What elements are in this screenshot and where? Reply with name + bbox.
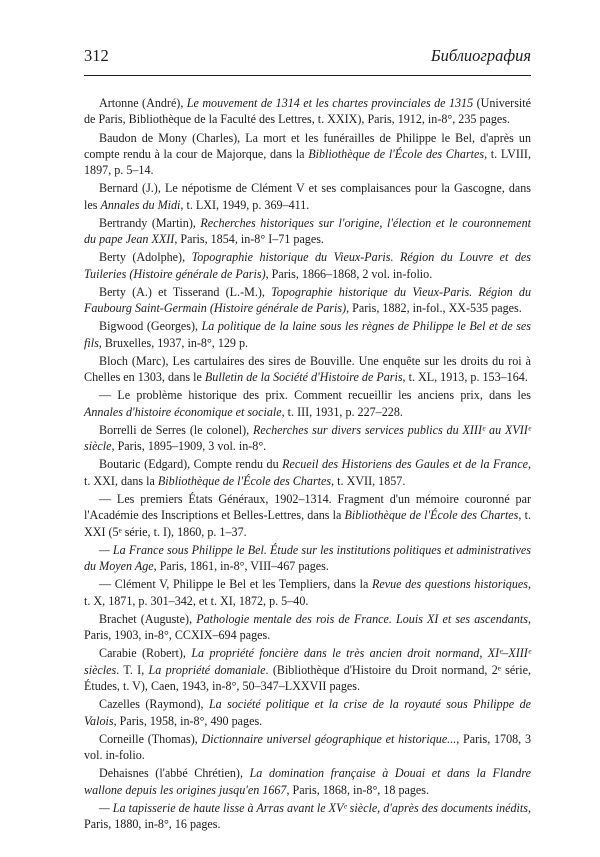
entry-text: , t. XXI (5ᵉ série, t. I), 1860, p. 1–37. [84,508,531,539]
entry-title: La domination française à Douai et dans la Flandre wallone depuis les origines jusqu'en 1667 [84,766,531,797]
entry-text: , t. XVII, 1857. [331,473,406,488]
entry-text: , t. X, 1871, p. 301–342, et t. XI, 1872, p. 5–40. [84,577,531,608]
entry-title: Annales d'histoire économique et sociale [84,404,282,419]
entry-text: , t. LVIII, 1897, p. 5–14. [84,146,531,178]
entry-text: Bernard (J.), Le népotisme de Clément V et ses complaisances pour la Gascogne, dans les [84,181,531,212]
entry-title: Recherches sur divers services publics du XIIIᵉ au XVIIᵉ siècle [84,422,531,454]
entry-text: Berty (Adolphe), [99,250,192,265]
entry-title: Bibliothèque de l'École des Chartes [308,146,485,161]
entry-text: Artonne (André), [99,96,187,110]
entry-text: , Paris, 1880, in-8°, 16 pages. [84,800,531,832]
entry-title: Revue des questions historiques [371,577,528,592]
entry-title: — La France sous Philippe le Bel. Étude sur les institutions politiques et administratives du Moyen Age [84,542,531,574]
entry-title: Bibliothèque de l'École des Chartes [157,473,332,488]
entry-title: Topographie historique du Vieux-Paris. Région du Louvre et des Tuileries (Histoire générale de Paris) [84,250,531,281]
entry-title: Topographie historique du Vieux-Paris. Région du Faubourg Saint-Germain (Histoire générale de Paris) [84,284,531,316]
entry-text: , Paris, 1866–1868, 2 vol. in-folio. [265,266,433,281]
bibliography-entry [84,491,531,540]
bibliography-entry [84,542,531,575]
bibliography-entry [84,765,531,798]
entry-text: Brachet (Auguste), [99,611,197,626]
bibliography-entry [84,731,531,764]
entry-title: Recueil des Historiens des Gaules et de la France [282,457,528,472]
bibliography-entry [84,249,531,282]
running-title: Библиография [430,46,531,65]
entry-title: La propriété foncière dans le très ancien droit normand, XIᵉ–XIIIᵉ siècles [84,646,531,677]
bibliography-entry [84,645,531,694]
entry-title: La propriété domaniale [148,662,266,677]
bibliography-entry [84,800,531,833]
bibliography-entry [84,353,531,386]
entry-text: — Le problème historique des prix. Comment recueillir les anciens prix, dans les [99,388,531,403]
entry-text: Boutaric (Edgard), Compte rendu du [99,457,283,472]
bibliography-entry [84,215,531,248]
bibliography-entry [84,576,531,609]
entry-title: Annales du Midi [100,197,181,212]
entry-text: . T. I, [116,662,149,677]
entry-text: Cazelles (Raymond), [99,697,209,712]
entry-title: Le mouvement de 1314 et les chartes provinciales de 1315 [186,96,474,110]
entry-text: Bigwood (Georges), [99,319,202,334]
entry-text: , Paris, 1958, in-8°, 490 pages. [113,713,263,728]
entry-title: — La tapisserie de haute lisse à Arras avant le XVᵉ siècle, d'après des documents inédits [99,800,528,815]
bibliography-entry [84,180,531,213]
bibliography-list [84,95,531,834]
entry-text: — Les premiers États Généraux, 1902–1314. Fragment d'un mémoire couronné par l'Académie des Inscriptions et Belles-Lettres, dans la [84,491,531,523]
entry-text: , t. XL, 1913, p. 153–164. [402,370,528,385]
entry-text: Dehaisnes (l'abbé Chrétien), [99,766,250,781]
entry-title: La politique de la laine sous les règnes de Philippe le Bel et de ses fils [84,319,531,350]
entry-text: , Paris, 1882, in-fol., XX-535 pages. [346,301,522,316]
page-header [84,46,531,70]
entry-text: , t. III, 1931, p. 227–228. [281,404,403,419]
bibliography-entry [84,422,531,455]
entry-title: Dictionnaire universel géographique et historique... [201,731,457,746]
entry-text: Bloch (Marc), Les cartulaires des sires de Bouville. Une enquête sur les droits du roi à Chelles en 1303, dans le [84,353,531,385]
bibliography-entry [84,130,531,179]
entry-title: Pathologie mentale des rois de France. Louis XI et ses ascendants [196,611,528,626]
page-number: 312 [84,46,109,65]
entry-title: Recherches historiques sur l'origine, l'élection et le couronnement du pape Jean XXII [84,215,531,247]
entry-text: , Paris, 1854, in-8° I–71 pages. [174,232,324,247]
entry-text: , Bruxelles, 1937, in-8°, 129 p. [98,335,249,350]
entry-text: (Université de Paris, Bibliothèque de la Faculté des Lettres, t. XXIX), Paris, 1912, in-8°, 235 pages. [84,96,531,127]
bibliography-entry [84,696,531,729]
bibliography-entry [84,318,531,351]
bibliography-entry [84,95,531,128]
entry-text: Borrelli de Serres (le colonel), [99,422,254,437]
entry-text: Berty (A.) et Tisserand (L.-M.), [99,284,272,299]
entry-text: , Paris, 1868, in-8°, 18 pages. [286,782,430,797]
header-rule [84,75,531,76]
entry-text: , Paris, 1895–1909, 3 vol. in-8°. [111,439,267,454]
entry-text: — Clément V, Philippe le Bel et les Templiers, dans la [99,577,372,592]
entry-text: Bertrandy (Martin), [99,215,201,230]
entry-text: Carabie (Robert), [99,646,192,661]
entry-text: , Paris, 1861, in-8°, VIII–467 pages. [153,559,329,574]
bibliography-entry [84,611,531,644]
entry-title: Bibliothèque de l'École des Chartes [344,508,519,523]
entry-title: Bulletin de la Société d'Histoire de Paris [204,370,403,385]
entry-text: Baudon de Mony (Charles), La mort et les funérailles de Philippe le Bel, d'après un compte rendu à la cour de Majorque, dans la [84,130,531,161]
bibliography-entry [84,284,531,317]
entry-text: , t. XXI, dans la [84,457,531,488]
bibliography-entry [84,387,531,420]
entry-title: La société politique et la crise de la royauté sous Philippe de Valois [84,697,531,728]
entry-text: . (Bibliothèque d'Histoire du Droit normand, 2ᵉ série, Études, t. V), Caen, 1943, in-8°, 50–347–LXXVII pages. [84,662,531,694]
entry-text: Corneille (Thomas), [99,731,202,746]
bibliography-entry [84,456,531,489]
entry-text: , Paris, 1708, 3 vol. in-folio. [84,731,532,763]
entry-text: , Paris, 1903, in-8°, CCXIX–694 pages. [84,611,531,643]
entry-text: , t. LXI, 1949, p. 369–411. [180,197,310,212]
